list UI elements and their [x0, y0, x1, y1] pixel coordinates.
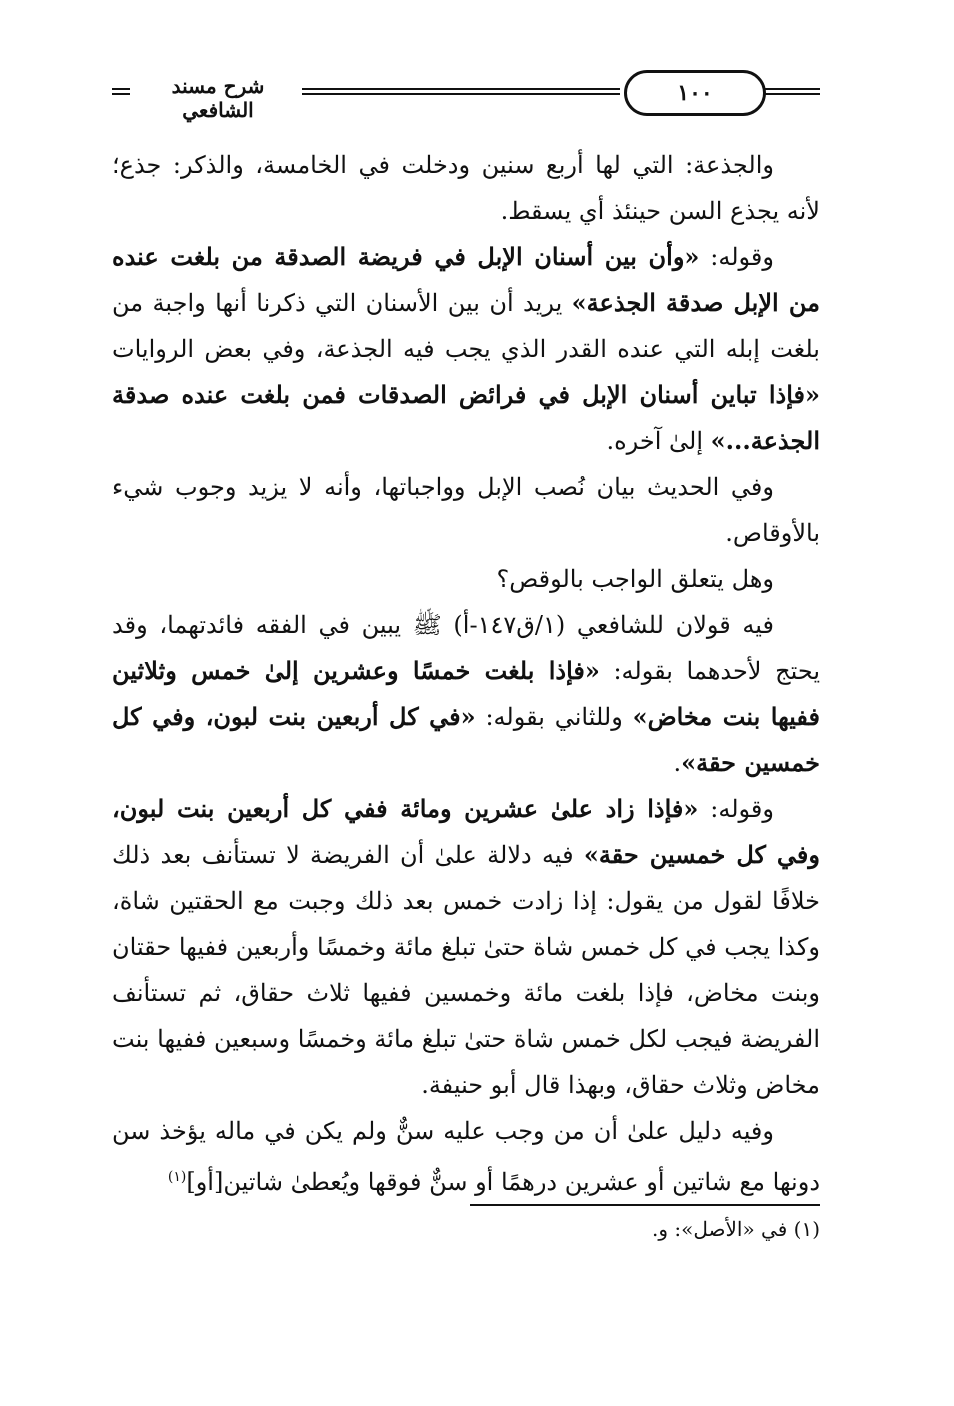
- running-title: شرح مسند الشافعي: [171, 74, 265, 122]
- footnote: (١) في «الأصل»: و.: [652, 1217, 820, 1241]
- main-text: [112, 142, 820, 1205]
- paragraph: [112, 464, 820, 556]
- text-segment: يريد أن بين الأسنان التي ذكرنا أنها واجبة من بلغت إبله التي عنده القدر الذي يجب فيه الجذعة، وفي بعض الروايات: [112, 289, 820, 363]
- text-segment: وللثاني بقوله:: [475, 703, 633, 731]
- quoted-hadith: «فإذا تباين أسنان الإبل في فرائض الصدقات فمن بلغت عنده صدقة الجذعة...»: [112, 380, 820, 455]
- text-segment: .: [673, 749, 682, 777]
- footnote-marker[interactable]: (١): [167, 1169, 187, 1185]
- paragraph: [112, 786, 820, 1108]
- text-segment: وفيه دليل علىٰ أن من وجب عليه سنٌّ ولم يكن في ماله يؤخذ سن دونها مع شاتين أو عشرين درهمًا أو سنٌّ فوقها ويُعطىٰ شاتين[أو]: [112, 1117, 820, 1196]
- text-segment: وقوله:: [698, 795, 774, 823]
- paragraph: [112, 1108, 820, 1205]
- text-segment: إلىٰ آخره.: [606, 427, 711, 455]
- paragraph: [112, 556, 820, 602]
- text-segment: فيه قولان للشافعي (١/ق١٤٧-أ) ﷺ يبين في الفقه فائدتهما، وقد يحتج لأحدهما بقوله:: [112, 611, 820, 685]
- header-rule-middle: [302, 88, 620, 95]
- quoted-hadith: «في كل أربعين بنت لبون، وفي كل خمسين حقة»: [112, 702, 820, 777]
- text-segment: وهل يتعلق الواجب بالوقص؟: [496, 565, 774, 593]
- paragraph: [112, 142, 820, 234]
- page-number: ١٠٠: [624, 70, 766, 116]
- paragraph: [112, 602, 820, 786]
- text-segment: وفي الحديث بيان نُصب الإبل وواجباتها، وأنه لا يزيد وجوب شيء بالأوقاص.: [112, 473, 820, 547]
- footnote-separator: [470, 1204, 820, 1206]
- text-segment: فيه دلالة علىٰ أن الفريضة لا تستأنف بعد ذلك خلافًا لقول من يقول: إذا زادت خمس بعد ذلك وجبت مع الحقتين شاة، وكذا يجب في كل خمس شاة حتىٰ تبلغ مائة وخمسًا وأربعين ففيها حقتان وبنت مخاض، فإذا بلغت مائة وخمسين ففيها ثلاث حقاق، ثم تستأنف الفريضة فيجب لكل خمس شاة حتىٰ تبلغ مائة وخمسًا وسبعين ففيها بنت مخاض وثلاث حقاق، وبهذا قال أبو حنيفة.: [112, 841, 820, 1099]
- header-rule-right: [764, 88, 820, 95]
- quoted-hadith: «وأن بين أسنان الإبل في فريضة الصدقة من بلغت عنده من الإبل صدقة الجذعة»: [112, 242, 820, 317]
- quoted-hadith: «فإذا بلغت خمسًا وعشرين إلىٰ خمس وثلاثين ففيها بنت مخاض»: [112, 656, 820, 731]
- paragraph: [112, 234, 820, 464]
- quoted-hadith: «فإذا زاد علىٰ عشرين ومائة ففي كل أربعين بنت لبون، وفي كل خمسين حقة»: [112, 794, 820, 869]
- text-segment: وقوله:: [699, 243, 774, 271]
- page-header: [112, 68, 820, 122]
- header-rule-left: [112, 88, 130, 95]
- text-segment: والجذعة: التي لها أربع سنين ودخلت في الخامسة، والذكر: جذع؛ لأنه يجذع السن حينئذ أي يسقط.: [112, 151, 820, 225]
